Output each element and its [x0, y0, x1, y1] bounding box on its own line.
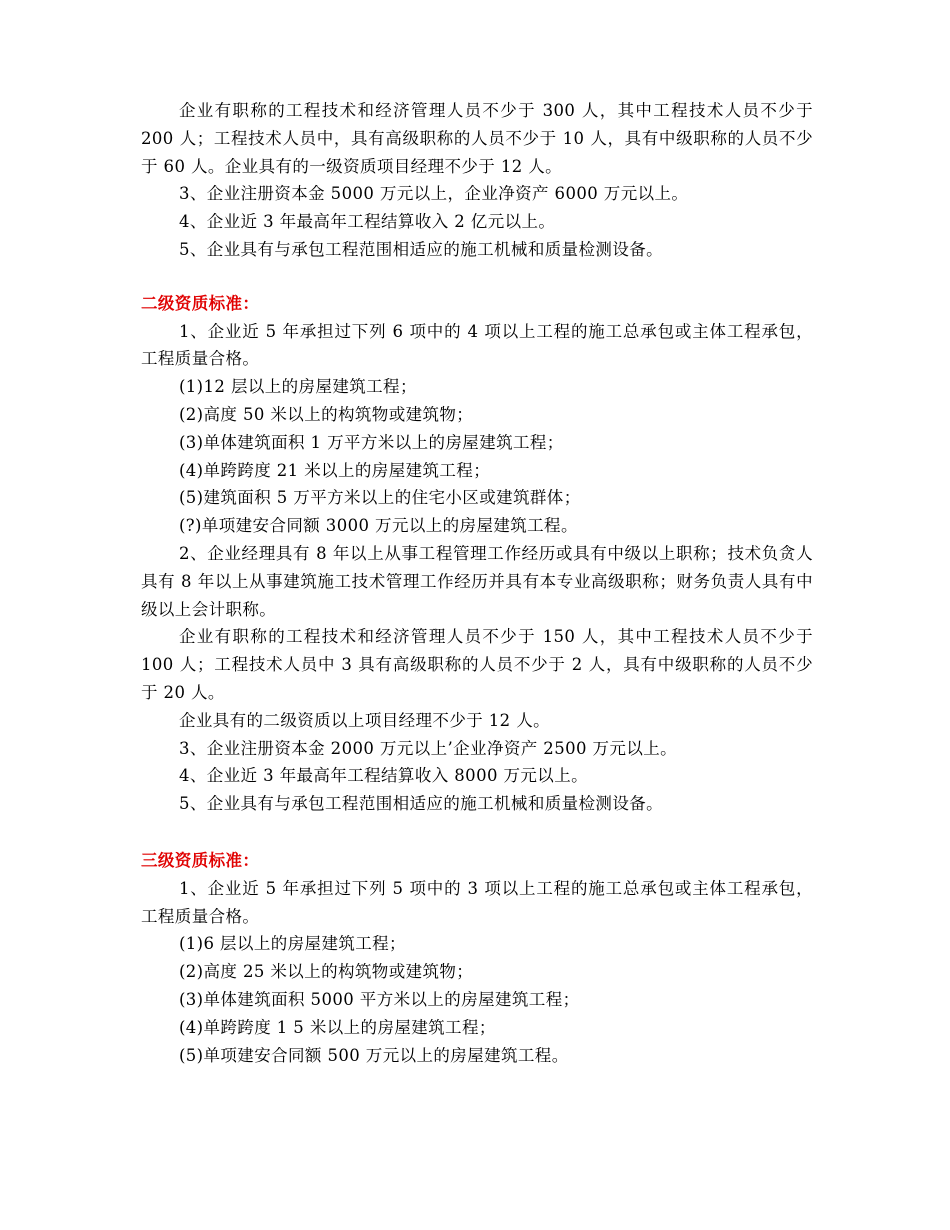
paragraph: 企业具有的二级资质以上项目经理不少于 12 人。 — [178, 710, 551, 730]
list-item: (4)单跨跨度 21 米以上的房屋建筑工程； — [178, 460, 491, 480]
list-item: (1)6 层以上的房屋建筑工程； — [178, 934, 406, 954]
paragraph: 5、企业具有与承包工程范围相适应的施工机械和质量检测设备。 — [178, 794, 664, 814]
list-item: (5)单项建安合同额 500 万元以上的房屋建筑工程。 — [178, 1045, 569, 1065]
paragraph: 4、企业近 3 年最高年工程结算收入 2 亿元以上。 — [178, 212, 556, 232]
paragraph: 3、企业注册资本金 5000 万元以上，企业净资产 6000 万元以上。 — [178, 184, 689, 204]
section-spacer — [141, 264, 813, 290]
paragraph: 1、企业近 5 年承担过下列 5 项中的 3 项以上工程的施工总承包或主体工程承包，工程质量合格。 — [141, 878, 813, 926]
document-body — [141, 97, 813, 1069]
section-heading-level-2: 二级资质标准： — [141, 293, 260, 313]
paragraph: 企业有职称的工程技术和经济管理人员不少于 300 人，其中工程技术人员不少于 200 人；工程技术人员中，具有高级职称的人员不少于 10 人，具有中级职称的人员不少于 60 人。企业具有的一级资质项目经理不少于 12 人。 — [141, 101, 813, 176]
list-item: (1)12 层以上的房屋建筑工程； — [178, 377, 417, 397]
list-item: (3)单体建筑面积 5000 平方米以上的房屋建筑工程； — [178, 989, 580, 1009]
paragraph: 5、企业具有与承包工程范围相适应的施工机械和质量检测设备。 — [178, 239, 664, 259]
paragraph: 4、企业近 3 年最高年工程结算收入 8000 万元以上。 — [178, 766, 589, 786]
section-spacer — [141, 818, 813, 847]
list-item: (2)高度 50 米以上的构筑物或建筑物； — [178, 404, 474, 424]
paragraph: 企业有职称的工程技术和经济管理人员不少于 150 人，其中工程技术人员不少于 100 人；工程技术人员中 3 具有高级职称的人员不少于 2 人，具有中级职称的人员不少于 20 人。 — [141, 627, 813, 702]
list-item: (2)高度 25 米以上的构筑物或建筑物； — [178, 962, 474, 982]
paragraph: 2、企业经理具有 8 年以上从事工程管理工作经历或具有中级以上职称；技术负贪人具有 8 年以上从事建筑施工技术管理工作经历并具有本专业高级职称；财务负责人具有中级以上会计职称。 — [141, 543, 813, 619]
paragraph: 3、企业注册资本金 2000 万元以上’企业净资产 2500 万元以上。 — [178, 738, 678, 758]
list-item: (4)单跨跨度 1 5 米以上的房屋建筑工程； — [178, 1017, 496, 1037]
list-item: (3)单体建筑面积 1 万平方米以上的房屋建筑工程； — [178, 432, 564, 452]
list-item: (?)单项建安合同额 3000 万元以上的房屋建筑工程。 — [178, 516, 578, 536]
section-heading-level-3: 三级资质标准： — [141, 850, 260, 870]
list-item: (5)建筑面积 5 万平方米以上的住宅小区或建筑群体； — [178, 488, 581, 508]
paragraph: 1、企业近 5 年承担过下列 6 项中的 4 项以上工程的施工总承包或主体工程承包，工程质量合格。 — [141, 321, 813, 369]
